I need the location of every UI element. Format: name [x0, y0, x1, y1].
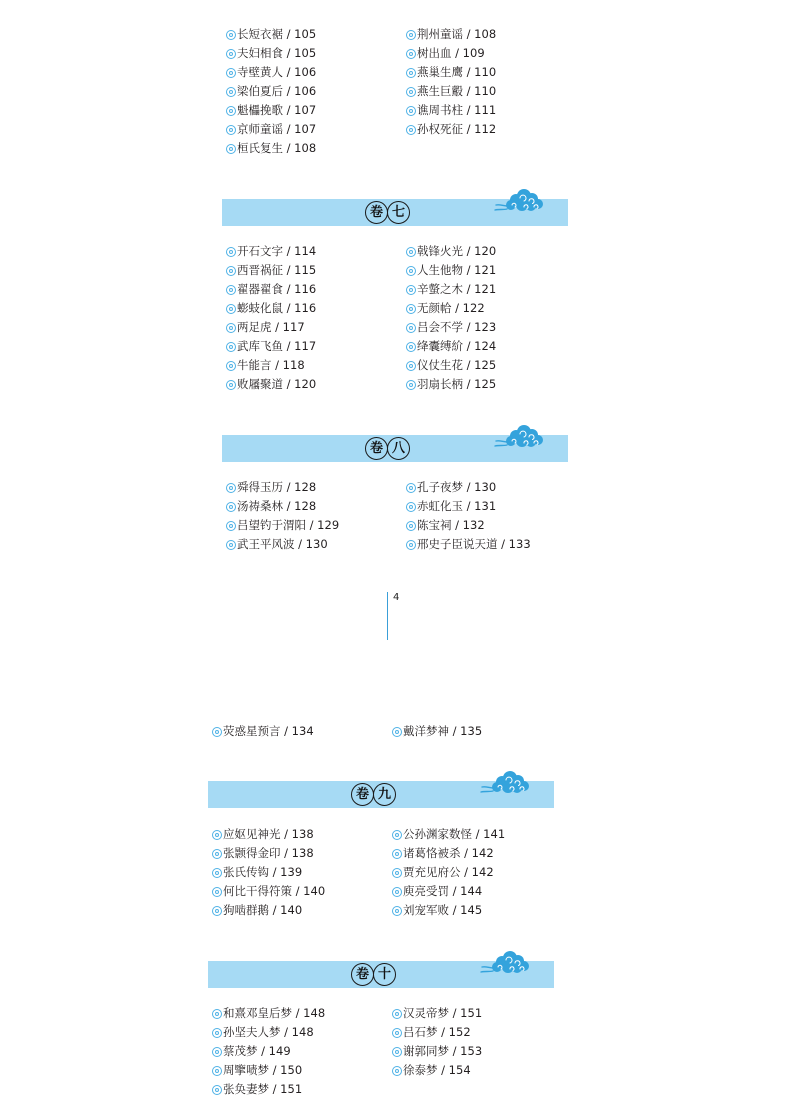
double-circle-icon	[406, 68, 416, 78]
double-circle-icon	[406, 106, 416, 116]
page-number: 4	[393, 592, 400, 603]
toc-entry	[406, 478, 586, 497]
toc-entry	[212, 1023, 392, 1042]
toc-entry	[406, 356, 586, 375]
toc-list-volume-10	[212, 1004, 572, 1099]
toc-entry-label: 舜得玉历 / 128	[237, 480, 317, 494]
toc-column-left	[212, 825, 392, 920]
toc-list-volume-8	[226, 478, 586, 554]
toc-entry-label: 谯周书柱 / 111	[417, 103, 497, 117]
toc-column-left	[226, 242, 406, 394]
toc-entry	[406, 261, 586, 280]
toc-entry-label: 诸葛恪被杀 / 142	[403, 846, 494, 860]
toc-entry	[226, 139, 406, 158]
double-circle-icon	[406, 540, 416, 550]
double-circle-icon	[406, 380, 416, 390]
toc-entry	[226, 63, 406, 82]
volume-header-7	[222, 199, 568, 226]
toc-entry	[212, 1004, 392, 1023]
double-circle-icon	[226, 483, 236, 493]
toc-entry-label: 吕会不学 / 123	[417, 320, 497, 334]
volume-title-juan: 卷	[351, 963, 374, 986]
toc-entry-label: 应妪见神光 / 138	[223, 827, 314, 841]
toc-column-right	[392, 1004, 572, 1099]
double-circle-icon	[226, 106, 236, 116]
toc-list-volume-7	[226, 242, 586, 394]
double-circle-icon	[392, 1066, 402, 1076]
double-circle-icon	[392, 1047, 402, 1057]
toc-entry-label: 和熹邓皇后梦 / 148	[223, 1006, 326, 1020]
toc-entry	[226, 318, 406, 337]
double-circle-icon	[406, 483, 416, 493]
cloud-ornament-icon	[494, 422, 546, 450]
double-circle-icon	[406, 49, 416, 59]
double-circle-icon	[392, 1028, 402, 1038]
double-circle-icon	[226, 68, 236, 78]
double-circle-icon	[212, 887, 222, 897]
toc-entry-label: 桓氏复生 / 108	[237, 141, 317, 155]
toc-entry-label: 梁伯夏后 / 106	[237, 84, 317, 98]
toc-entry-label: 汉灵帝梦 / 151	[403, 1006, 483, 1020]
toc-entry-label: 仪仗生花 / 125	[417, 358, 497, 372]
double-circle-icon	[212, 1066, 222, 1076]
toc-entry	[392, 863, 572, 882]
toc-entry-label: 辛螫之木 / 121	[417, 282, 497, 296]
volume-title-number: 九	[373, 783, 396, 806]
volume-title	[365, 437, 410, 460]
toc-entry-label: 开石文字 / 114	[237, 244, 317, 258]
toc-entry-label: 荧惑星预言 / 134	[223, 724, 314, 738]
toc-entry-label: 羽扇长柄 / 125	[417, 377, 497, 391]
toc-column-left	[212, 1004, 392, 1099]
toc-entry-label: 赤虹化玉 / 131	[417, 499, 497, 513]
toc-entry-label: 周擥啧梦 / 150	[223, 1063, 303, 1077]
double-circle-icon	[226, 49, 236, 59]
page-number-rule	[387, 592, 388, 640]
toc-entry	[226, 101, 406, 120]
toc-entry	[392, 1023, 572, 1042]
toc-column-left	[226, 478, 406, 554]
volume-header-8	[222, 435, 568, 462]
toc-entry-label: 贾充见府公 / 142	[403, 865, 494, 879]
toc-entry	[406, 337, 586, 356]
toc-entry	[212, 1061, 392, 1080]
toc-entry	[226, 299, 406, 318]
toc-entry-label: 孔子夜梦 / 130	[417, 480, 497, 494]
double-circle-icon	[406, 361, 416, 371]
double-circle-icon	[406, 30, 416, 40]
toc-entry	[392, 722, 572, 741]
double-circle-icon	[406, 304, 416, 314]
toc-entry-label: 刘宠军败 / 145	[403, 903, 483, 917]
volume-title-number: 十	[373, 963, 396, 986]
toc-entry-label: 无颜帢 / 122	[417, 301, 485, 315]
toc-entry	[406, 497, 586, 516]
toc-entry-label: 谢郭同梦 / 153	[403, 1044, 483, 1058]
toc-entry-label: 庾亮受罚 / 144	[403, 884, 483, 898]
toc-entry-label: 公孙渊家数怪 / 141	[403, 827, 506, 841]
toc-entry-label: 吕石梦 / 152	[403, 1025, 471, 1039]
toc-entry	[392, 901, 572, 920]
toc-entry-label: 牛能言 / 118	[237, 358, 305, 372]
toc-entry-label: 燕巢生鹰 / 110	[417, 65, 497, 79]
toc-list-continued	[226, 25, 586, 158]
toc-entry	[406, 101, 586, 120]
toc-entry	[406, 120, 586, 139]
double-circle-icon	[226, 30, 236, 40]
toc-entry	[392, 882, 572, 901]
toc-entry-label: 长短衣裾 / 105	[237, 27, 317, 41]
double-circle-icon	[226, 361, 236, 371]
toc-entry	[226, 120, 406, 139]
toc-entry-label: 邢史子臣说天道 / 133	[417, 537, 531, 551]
toc-column-right	[406, 478, 586, 554]
toc-list-continued	[212, 722, 572, 741]
volume-title-number: 八	[387, 437, 410, 460]
toc-entry	[226, 497, 406, 516]
cloud-ornament-icon	[494, 186, 546, 214]
toc-entry	[212, 844, 392, 863]
double-circle-icon	[226, 521, 236, 531]
double-circle-icon	[406, 125, 416, 135]
double-circle-icon	[212, 868, 222, 878]
toc-entry-label: 荆州童谣 / 108	[417, 27, 497, 41]
toc-entry	[226, 25, 406, 44]
double-circle-icon	[212, 906, 222, 916]
toc-entry-label: 西晋祸征 / 115	[237, 263, 317, 277]
volume-title-number: 七	[387, 201, 410, 224]
toc-column-right	[392, 825, 572, 920]
double-circle-icon	[406, 87, 416, 97]
double-circle-icon	[406, 285, 416, 295]
toc-entry	[212, 1042, 392, 1061]
toc-entry	[406, 318, 586, 337]
double-circle-icon	[226, 125, 236, 135]
toc-entry	[392, 1042, 572, 1061]
toc-entry	[392, 1061, 572, 1080]
toc-entry-label: 败屩聚道 / 120	[237, 377, 317, 391]
double-circle-icon	[392, 830, 402, 840]
toc-entry	[392, 825, 572, 844]
volume-title	[351, 963, 396, 986]
double-circle-icon	[226, 342, 236, 352]
toc-entry	[406, 299, 586, 318]
double-circle-icon	[392, 887, 402, 897]
toc-entry-label: 陈宝祠 / 132	[417, 518, 485, 532]
toc-entry	[226, 375, 406, 394]
toc-entry	[392, 844, 572, 863]
toc-entry-label: 蟛蚑化鼠 / 116	[237, 301, 317, 315]
double-circle-icon	[392, 906, 402, 916]
toc-entry-label: 汤祷桑林 / 128	[237, 499, 317, 513]
volume-header-9	[208, 781, 554, 808]
toc-entry	[226, 280, 406, 299]
volume-title-juan: 卷	[365, 201, 388, 224]
toc-entry	[226, 261, 406, 280]
double-circle-icon	[392, 868, 402, 878]
double-circle-icon	[226, 144, 236, 154]
volume-title	[365, 201, 410, 224]
toc-entry-label: 狗啮群鹅 / 140	[223, 903, 303, 917]
double-circle-icon	[212, 1085, 222, 1095]
toc-entry-label: 绛囊缚紒 / 124	[417, 339, 497, 353]
toc-entry	[406, 63, 586, 82]
toc-entry-label: 人生他物 / 121	[417, 263, 497, 277]
toc-entry	[406, 375, 586, 394]
double-circle-icon	[226, 247, 236, 257]
double-circle-icon	[226, 304, 236, 314]
double-circle-icon	[392, 1009, 402, 1019]
volume-title	[351, 783, 396, 806]
toc-column-right	[392, 722, 572, 741]
toc-entry-label: 寺壁黄人 / 106	[237, 65, 317, 79]
toc-entry-label: 孙权死征 / 112	[417, 122, 497, 136]
double-circle-icon	[212, 1047, 222, 1057]
toc-entry-label: 树出血 / 109	[417, 46, 485, 60]
double-circle-icon	[392, 849, 402, 859]
toc-entry-label: 戴洋梦神 / 135	[403, 724, 483, 738]
toc-entry-label: 张氏传钩 / 139	[223, 865, 303, 879]
toc-entry	[406, 44, 586, 63]
toc-column-left	[212, 722, 392, 741]
toc-entry	[226, 337, 406, 356]
toc-entry-label: 何比干得符策 / 140	[223, 884, 326, 898]
toc-entry-label: 蔡茂梦 / 149	[223, 1044, 291, 1058]
double-circle-icon	[212, 727, 222, 737]
toc-entry	[406, 82, 586, 101]
toc-entry	[212, 825, 392, 844]
toc-column-left	[226, 25, 406, 158]
toc-entry-label: 戟锋火光 / 120	[417, 244, 497, 258]
double-circle-icon	[226, 285, 236, 295]
toc-list-volume-9	[212, 825, 572, 920]
toc-column-right	[406, 242, 586, 394]
double-circle-icon	[392, 727, 402, 737]
toc-entry-label: 武王平风波 / 130	[237, 537, 328, 551]
double-circle-icon	[406, 323, 416, 333]
toc-entry	[226, 535, 406, 554]
double-circle-icon	[226, 380, 236, 390]
toc-entry	[226, 44, 406, 63]
double-circle-icon	[226, 266, 236, 276]
toc-entry-label: 武库飞鱼 / 117	[237, 339, 317, 353]
toc-entry	[212, 901, 392, 920]
toc-entry-label: 吕望钓于渭阳 / 129	[237, 518, 340, 532]
toc-entry-label: 京师童谣 / 107	[237, 122, 317, 136]
double-circle-icon	[406, 266, 416, 276]
double-circle-icon	[212, 849, 222, 859]
toc-entry	[226, 478, 406, 497]
toc-entry	[406, 280, 586, 299]
double-circle-icon	[226, 87, 236, 97]
toc-entry	[212, 722, 392, 741]
toc-entry	[406, 516, 586, 535]
toc-entry-label: 张颢得金印 / 138	[223, 846, 314, 860]
double-circle-icon	[226, 323, 236, 333]
volume-header-10	[208, 961, 554, 988]
toc-entry	[406, 242, 586, 261]
toc-entry-label: 张奂妻梦 / 151	[223, 1082, 303, 1096]
double-circle-icon	[406, 247, 416, 257]
toc-entry	[226, 356, 406, 375]
cloud-ornament-icon	[480, 948, 532, 976]
double-circle-icon	[226, 502, 236, 512]
toc-entry-label: 翟器翟食 / 116	[237, 282, 317, 296]
cloud-ornament-icon	[480, 768, 532, 796]
double-circle-icon	[406, 502, 416, 512]
toc-entry	[392, 1004, 572, 1023]
toc-entry	[406, 25, 586, 44]
toc-entry-label: 两足虎 / 117	[237, 320, 305, 334]
volume-title-juan: 卷	[365, 437, 388, 460]
volume-title-juan: 卷	[351, 783, 374, 806]
toc-entry	[226, 242, 406, 261]
toc-entry	[226, 82, 406, 101]
toc-entry	[212, 1080, 392, 1099]
double-circle-icon	[406, 342, 416, 352]
toc-entry	[212, 882, 392, 901]
toc-entry	[406, 535, 586, 554]
double-circle-icon	[406, 521, 416, 531]
double-circle-icon	[226, 540, 236, 550]
double-circle-icon	[212, 1009, 222, 1019]
toc-entry-label: 燕生巨鷇 / 110	[417, 84, 497, 98]
toc-entry	[212, 863, 392, 882]
toc-entry-label: 孙坚夫人梦 / 148	[223, 1025, 314, 1039]
double-circle-icon	[212, 1028, 222, 1038]
toc-column-right	[406, 25, 586, 158]
double-circle-icon	[212, 830, 222, 840]
toc-entry-label: 徐泰梦 / 154	[403, 1063, 471, 1077]
toc-entry-label: 夫妇相食 / 105	[237, 46, 317, 60]
toc-entry	[226, 516, 406, 535]
toc-entry-label: 魁櫑挽歌 / 107	[237, 103, 317, 117]
